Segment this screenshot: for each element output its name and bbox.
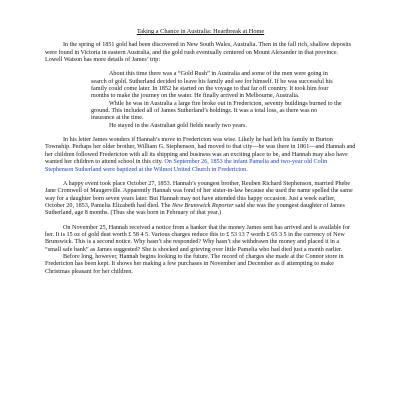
page-title: Taking a Chance in Australia: Heartbreak at Home (136, 28, 265, 35)
paragraph-wedding-text-end: said she was the youngest daughter of James Sutherland, age 8 months. (Thus she was born in February of that year.) (45, 202, 345, 217)
quote-paragraph-voyage: About this time there was a “Gold Rush” in Australia and some of the men were going in search of gold. Sutherland decided to leave his family and see for himself. If he was successful his family could come later. In 1852 he started on the voyage to that far off country. It took him four months to make the journey on the water. He finally arrived in Melbourne, Australia. (91, 71, 333, 100)
quote-paragraph-fire: While he was in Australia a large fire broke out in Fredericton, seventy buildings burned to the ground. This included all of James Sutherland’s holdings. It was a total loss, as there was no insurance at the time. (91, 100, 342, 122)
highlighted-baptism-text: On September 26, 1853 the infant Pamelia and two-year old Colin Stephenson Sutherland were baptized at the Wilmot United Church in Fredericton. (45, 159, 328, 173)
paragraph-gold-discovery: In the spring of 1851 gold had been discovered in New South Wales, Australia. Then in the fall rich, shallow deposits were found in Victoria in eastern Australia, and the gold rush eventually centered on Mount Alexander in that province. Lowell Watson has more details of James’ trip: (45, 42, 352, 64)
paragraph-fredericton-move (45, 137, 356, 174)
paragraph-gold-notice: On November 25, Hannah received a notice from a banker that the money James sent has arrived and is available for her. It is 15 oz of gold dust worth £ 58 4 5. Various charges reduce this to £ 53 13 7 worth £ 65 3 5 in the currency of New Brunswick. This is a second notice. Why hasn’t she responded? Why hasn’t she withdrawn the money and placed it in a “small safe bank” as James suggested? She is shocked and grieving over little Pamelia who had died just a month earlier. (45, 224, 350, 253)
block-quote (91, 71, 342, 130)
spacer (45, 174, 356, 181)
paragraph-fredericton-move-text: In his letter James wonders if Hannah’s move to Fredericton was wise. Likely he had left his family in Burton Township. Perhaps her older brother, William G. Stephenson, had moved to that city—he was there in 1861—and Hannah and her children followed Fredericton with all its shipping and business was an exciting place to be, and Hannah may also have wanted her children to attend school in this city. (45, 137, 356, 166)
spacer (45, 218, 356, 225)
paragraph-wedding (45, 181, 356, 218)
paragraph-store-record: Before long, however, Hannah begins looking to the future. The record of charges she made at the Connor store in Fredericton has been kept. It shows her making a few purchases in November and December as if attempting to make Christmas pleasant for her children. (45, 253, 344, 275)
paragraph-wedding-text: A happy event took place October 27, 1853. Hannah’s youngest brother, Reuben Richard Stephenson, married Phebe Jane Cromwell of Maugerville. Apparently Hannah was fond of her sister-in-law because she used the name spelled the same way for a daughter born seven years later. But Hannah may not have attended this happy occasion. Just a week earlier, October 20, 1853, Pamelia Elizabeth had died. The (45, 180, 353, 209)
quote-paragraph-stay: He stayed in the Australian gold fields nearly two years. (109, 122, 247, 129)
newspaper-name: New Brunswick Reporter (171, 202, 234, 209)
